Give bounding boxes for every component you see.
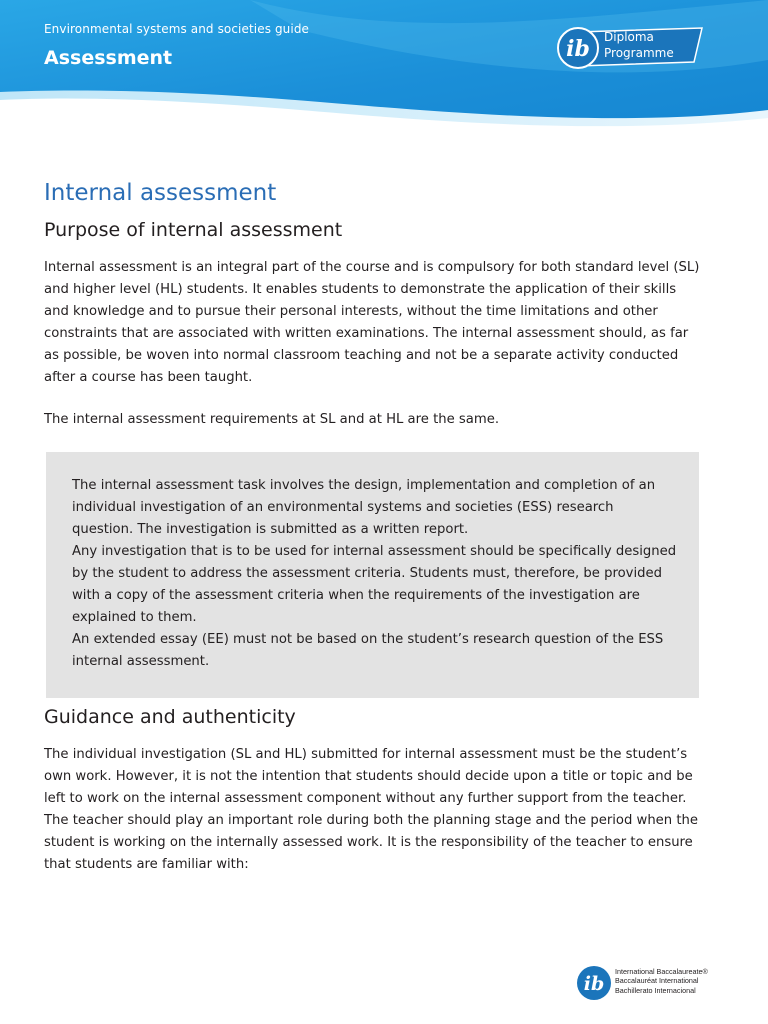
guidance-heading: Guidance and authenticity bbox=[44, 706, 296, 728]
diploma-programme-badge bbox=[556, 26, 704, 70]
guidance-paragraph: The individual investigation (SL and HL) submitted for internal assessment must be the student’s own work. However, it is not the intention that students should decide upon a title or topic and be left to work on the internal assessment component without any further support from the teacher. The teacher should play an important role during both the planning stage and the period when the student is working on the internally assessed work. It is the responsibility of the teacher to ensure that students are familiar with: bbox=[44, 747, 698, 872]
badge-line-programme: Programme bbox=[604, 46, 674, 60]
badge-line-diploma: Diploma bbox=[604, 30, 654, 44]
page-title: Internal assessment bbox=[44, 180, 277, 206]
purpose-heading: Purpose of internal assessment bbox=[44, 219, 343, 241]
logo-line-spanish: Bachillerato Internacional bbox=[615, 985, 696, 995]
header-band bbox=[0, 0, 768, 140]
ib-logo-icon bbox=[575, 964, 613, 1002]
box-paragraph-extended-essay: An extended essay (EE) must not be based on the student’s research question of the ESS internal assessment. bbox=[72, 632, 664, 669]
svg-text:ib: ib bbox=[566, 36, 590, 62]
box-paragraph-criteria: Any investigation that is to be used for internal assessment should be specifically designed by the student to address the assessment criteria. Students must, therefore, be provided with a copy of the assessment criteria when the requirements of the investigation are explained to them. bbox=[72, 544, 677, 625]
highlight-box bbox=[46, 452, 699, 698]
svg-text:ib: ib bbox=[583, 973, 605, 995]
content-headings bbox=[44, 176, 704, 244]
purpose-paragraph: Internal assessment is an integral part of the course and is compulsory for both standard level (SL) and higher level (HL) students. It enables students to demonstrate the application of their skills and knowledge and to pursue their personal interests, without the time limitations and other constraints that are associated with written examinations. The internal assessment should, as far as possible, be woven into normal classroom teaching and not be a separate activity conducted after a course has been taught. bbox=[44, 260, 700, 385]
logo-line-english: International Baccalaureate® bbox=[615, 967, 708, 976]
ib-footer-logo bbox=[575, 964, 725, 1004]
logo-line-french: Baccalauréat International bbox=[615, 976, 699, 986]
section-title: Assessment bbox=[44, 47, 173, 69]
box-paragraph-task: The internal assessment task involves the design, implementation and completion of an individual investigation of an environmental systems and societies (ESS) research question. The investigation is submitted as a written report. bbox=[72, 478, 656, 537]
requirements-paragraph: The internal assessment requirements at SL and at HL are the same. bbox=[44, 412, 500, 427]
page-header bbox=[0, 0, 768, 140]
guide-title: Environmental systems and societies guide bbox=[44, 22, 310, 36]
